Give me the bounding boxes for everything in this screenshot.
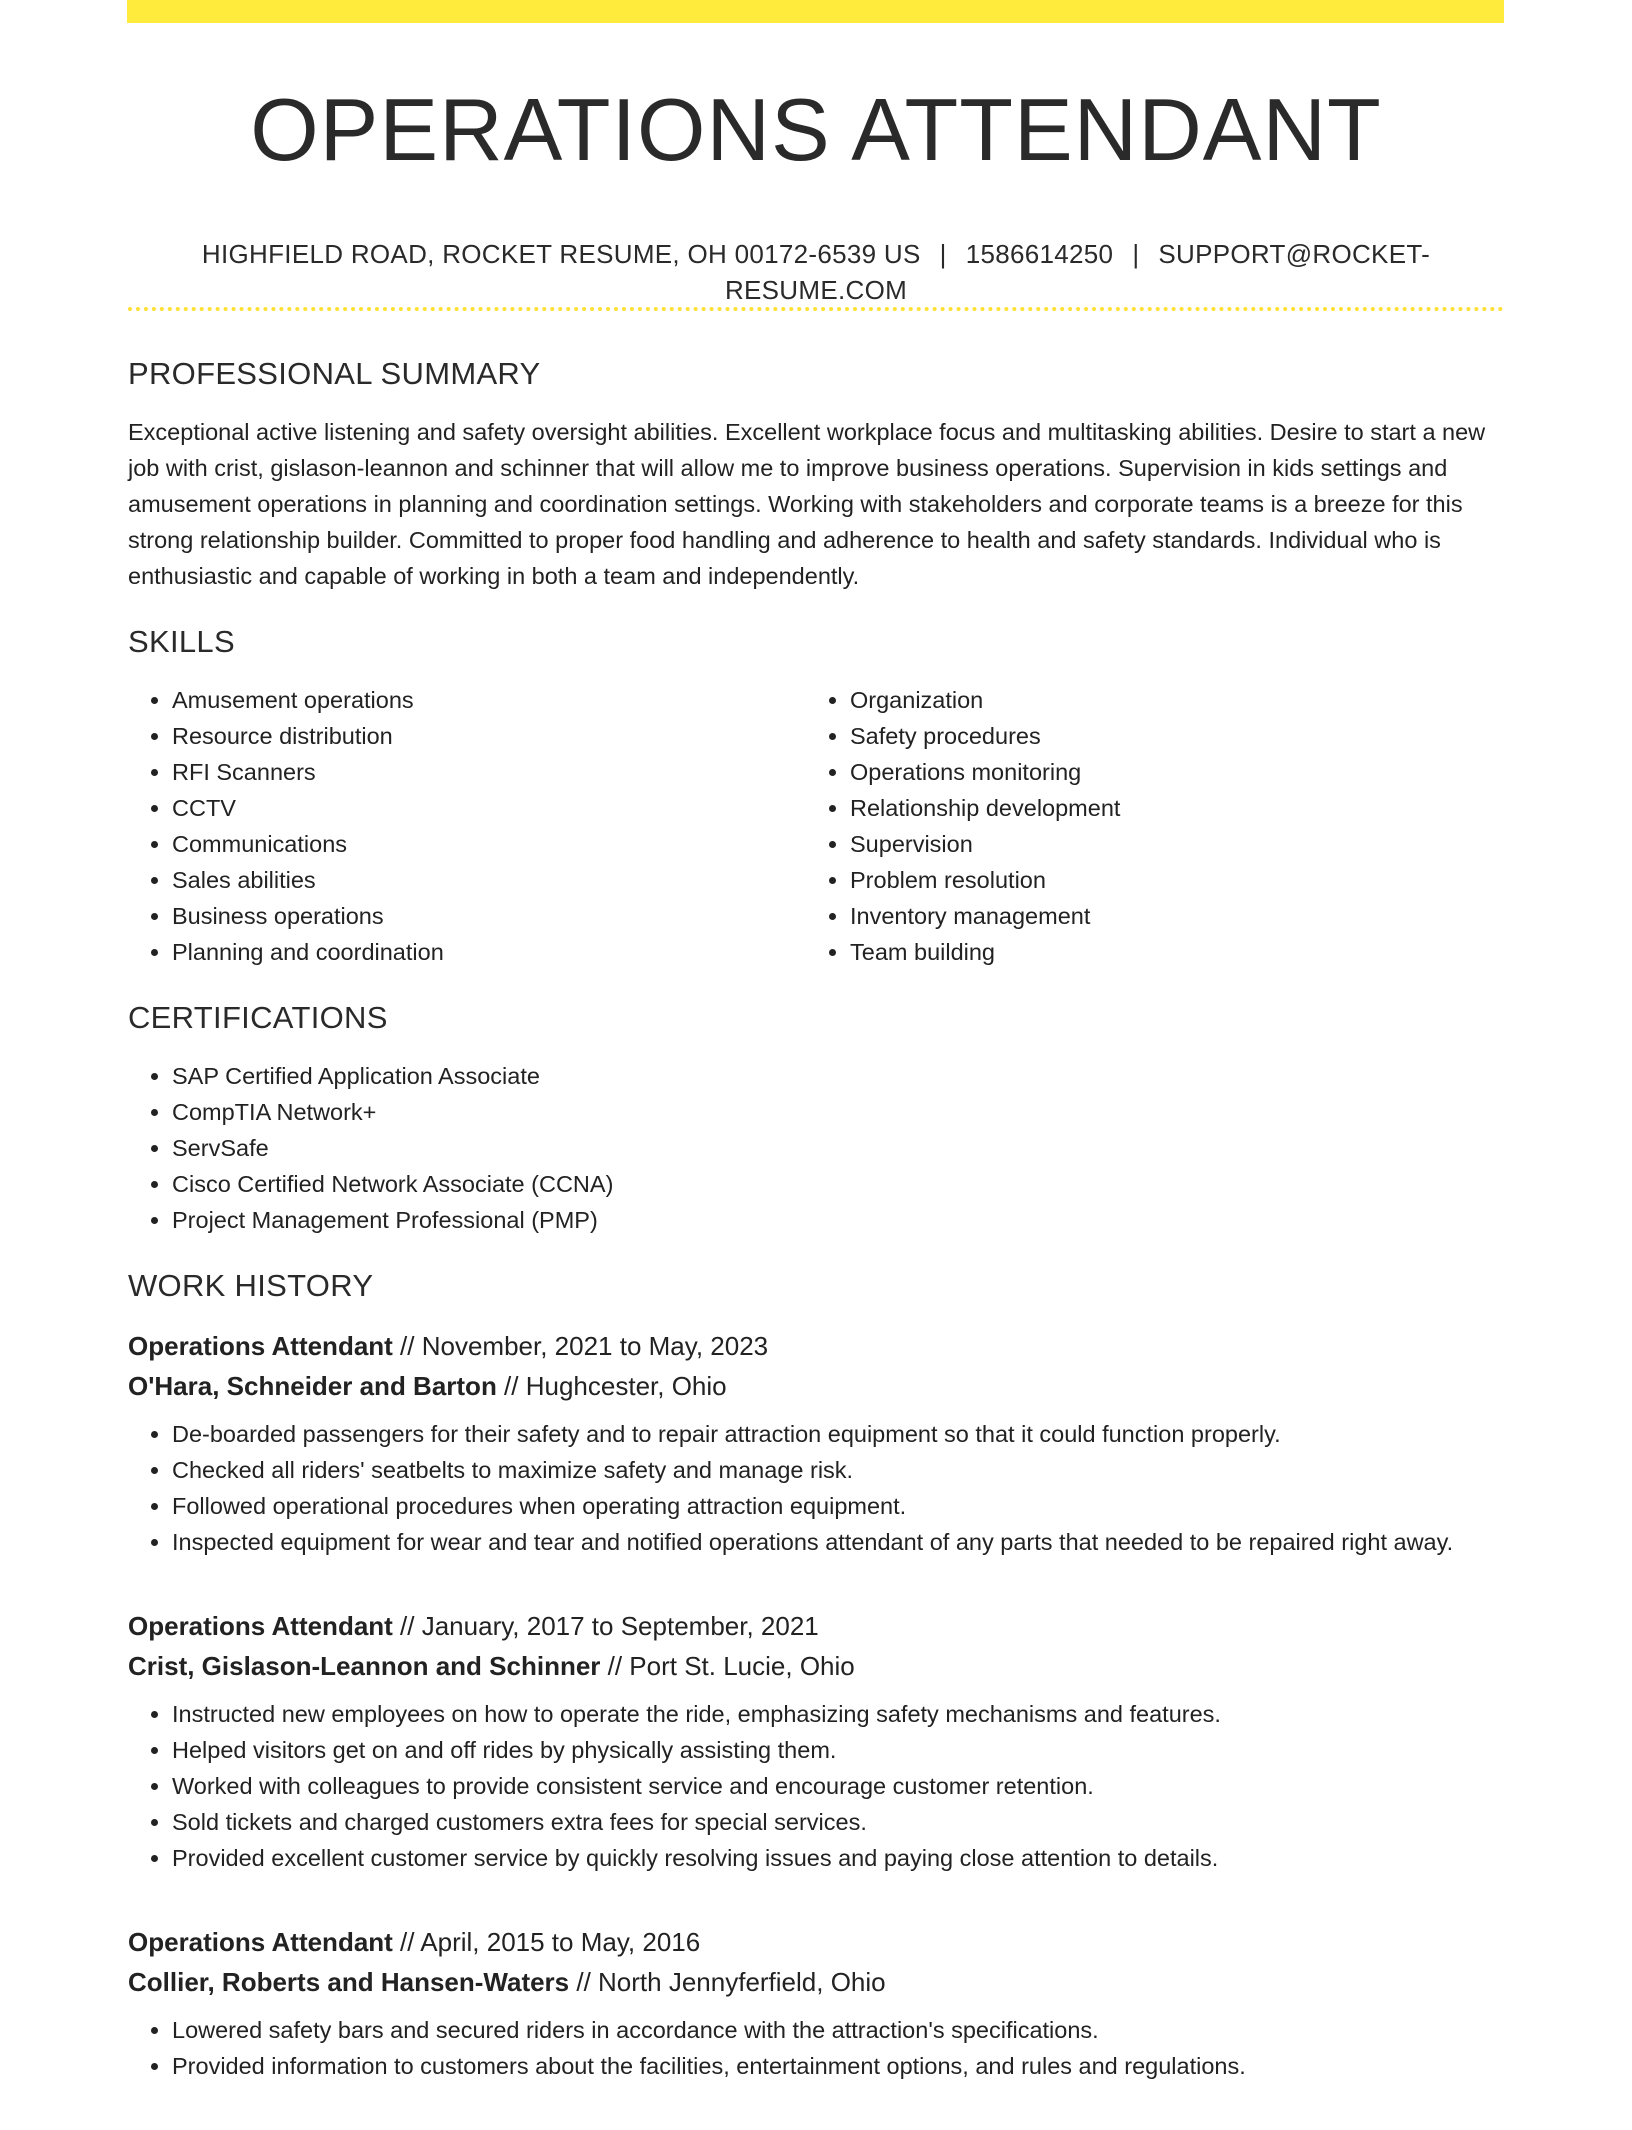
skill-item: • Planning and coordination xyxy=(172,934,806,970)
skill-item: • CCTV xyxy=(172,790,806,826)
job-bullets xyxy=(128,1696,1504,1876)
skill-item: • Relationship development xyxy=(850,790,1484,826)
summary-text: Exceptional active listening and safety oversight abilities. Excellent workplace focus and multitasking abilities. Desire to start a new job with crist, gislason-leannon and schinner that will allow me to improve business operations. Supervision in kids settings and amusement operations in planning and coordination settings. Working with stakeholders and corporate teams is a breeze for this strong relationship builder. Committed to proper food handling and adherence to health and safety standards. Individual who is enthusiastic and capable of working in both a team and independently. xyxy=(128,419,1486,589)
job-dates: // November, 2021 to May, 2023 xyxy=(392,1331,769,1361)
job-bullet: • Sold tickets and charged customers extra fees for special services. xyxy=(172,1804,1504,1840)
job-company: Crist, Gislason-Leannon and Schinner xyxy=(128,1651,601,1681)
skill-item: • Supervision xyxy=(850,826,1484,862)
skill-item: • Amusement operations xyxy=(172,682,806,718)
job-bullet: • Inspected equipment for wear and tear and notified operations attendant of any parts that needed to be repaired right away. xyxy=(172,1524,1504,1560)
job-entry xyxy=(128,1606,1504,1876)
skill-item: • Communications xyxy=(172,826,806,862)
certifications-list xyxy=(128,1058,1504,1238)
job-company: Collier, Roberts and Hansen-Waters xyxy=(128,1967,570,1997)
job-bullets xyxy=(128,2012,1504,2084)
skill-item: • Inventory management xyxy=(850,898,1484,934)
contact-address: HIGHFIELD ROAD, ROCKET RESUME, OH 00172-6539 US xyxy=(201,239,921,269)
contact-line xyxy=(128,236,1504,308)
skill-item: • Sales abilities xyxy=(172,862,806,898)
skill-item: • Problem resolution xyxy=(850,862,1484,898)
certification-item: • SAP Certified Application Associate xyxy=(172,1058,1504,1094)
certifications-heading: CERTIFICATIONS xyxy=(128,1000,388,1035)
skills-list-left xyxy=(128,682,806,970)
job-bullet: • Provided information to customers about the facilities, entertainment options, and rules and regulations. xyxy=(172,2048,1504,2084)
skills-columns xyxy=(128,682,1504,970)
header-accent-bar xyxy=(127,0,1504,23)
job-location: // Port St. Lucie, Ohio xyxy=(600,1651,855,1681)
job-location: // Hughcester, Ohio xyxy=(496,1371,727,1401)
job-role: Operations Attendant xyxy=(128,1331,393,1361)
skill-item: • Operations monitoring xyxy=(850,754,1484,790)
resume-name: OPERATIONS ATTENDANT xyxy=(250,80,1382,179)
certification-item: • Cisco Certified Network Associate (CCNA) xyxy=(172,1166,1504,1202)
job-role: Operations Attendant xyxy=(128,1927,393,1957)
job-dates: // April, 2015 to May, 2016 xyxy=(392,1927,701,1957)
job-entry xyxy=(128,1922,1504,2084)
job-location: // North Jennyferfield, Ohio xyxy=(569,1967,886,1997)
contact-separator: | xyxy=(1132,239,1140,269)
skills-list-right xyxy=(806,682,1484,970)
job-company: O'Hara, Schneider and Barton xyxy=(128,1371,497,1401)
job-role: Operations Attendant xyxy=(128,1611,393,1641)
job-bullets xyxy=(128,1416,1504,1560)
job-bullet: • Instructed new employees on how to operate the ride, emphasizing safety mechanisms and features. xyxy=(172,1696,1504,1732)
skill-item: • RFI Scanners xyxy=(172,754,806,790)
job-company-line xyxy=(128,1962,1504,2002)
skill-item: • Team building xyxy=(850,934,1484,970)
resume-body xyxy=(128,352,1504,2130)
summary-section xyxy=(128,352,1504,594)
job-bullet: • Worked with colleagues to provide consistent service and encourage customer retention. xyxy=(172,1768,1504,1804)
skills-heading: SKILLS xyxy=(128,624,235,659)
certification-item: • CompTIA Network+ xyxy=(172,1094,1504,1130)
work-history-heading: WORK HISTORY xyxy=(128,1268,374,1303)
job-dates: // January, 2017 to September, 2021 xyxy=(392,1611,819,1641)
job-company-line xyxy=(128,1646,1504,1686)
job-bullet: • Helped visitors get on and off rides by physically assisting them. xyxy=(172,1732,1504,1768)
dotted-divider xyxy=(128,307,1504,311)
summary-heading: PROFESSIONAL SUMMARY xyxy=(128,356,541,391)
job-bullet: • Lowered safety bars and secured riders in accordance with the attraction's specifications. xyxy=(172,2012,1504,2048)
job-company-line xyxy=(128,1366,1504,1406)
job-title-line xyxy=(128,1326,1504,1366)
skills-section xyxy=(128,620,1504,970)
certification-item: • Project Management Professional (PMP) xyxy=(172,1202,1504,1238)
certification-item: • ServSafe xyxy=(172,1130,1504,1166)
skills-column-right xyxy=(806,682,1484,970)
job-title-line xyxy=(128,1606,1504,1646)
work-history-section xyxy=(128,1264,1504,2084)
skill-item: • Safety procedures xyxy=(850,718,1484,754)
job-bullet: • Followed operational procedures when operating attraction equipment. xyxy=(172,1488,1504,1524)
skill-item: • Business operations xyxy=(172,898,806,934)
certifications-section xyxy=(128,996,1504,1238)
contact-phone: 1586614250 xyxy=(965,239,1114,269)
job-entry xyxy=(128,1326,1504,1560)
contact-separator: | xyxy=(939,239,947,269)
contact-email: SUPPORT@ROCKET-RESUME.COM xyxy=(724,239,1431,305)
job-title-line xyxy=(128,1922,1504,1962)
job-bullet: • Provided excellent customer service by quickly resolving issues and paying close attention to details. xyxy=(172,1840,1504,1876)
skills-column-left xyxy=(128,682,806,970)
job-bullet: • De-boarded passengers for their safety and to repair attraction equipment so that it could function properly. xyxy=(172,1416,1504,1452)
skill-item: • Organization xyxy=(850,682,1484,718)
skill-item: • Resource distribution xyxy=(172,718,806,754)
job-bullet: • Checked all riders' seatbelts to maximize safety and manage risk. xyxy=(172,1452,1504,1488)
